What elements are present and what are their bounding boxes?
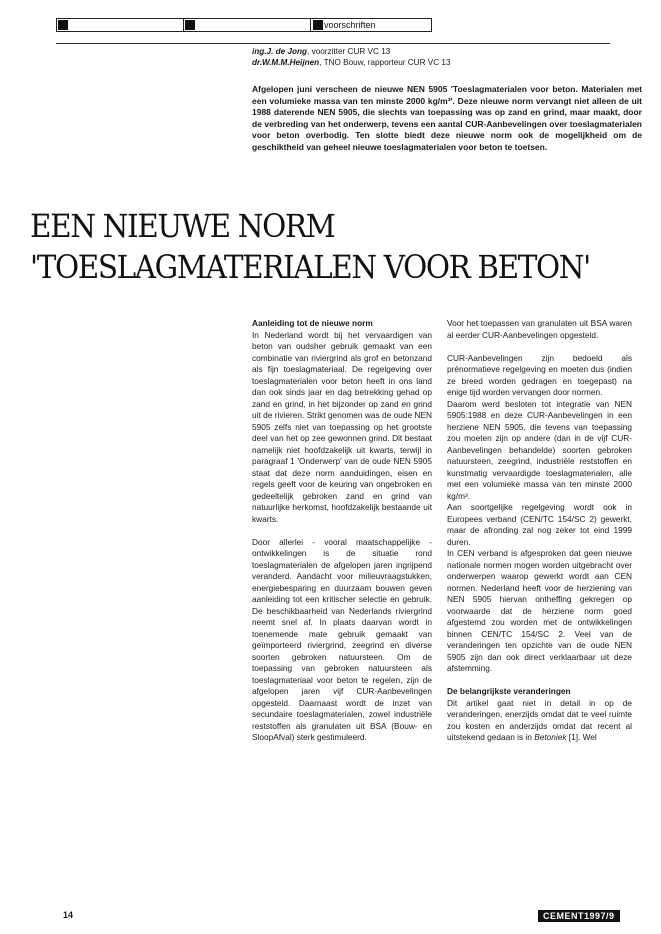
section-label: voorschriften — [324, 20, 376, 30]
left-column — [252, 318, 432, 744]
title-line: EEN NIEUWE NORM — [30, 207, 335, 245]
body-paragraph: In CEN verband is afgesproken dat geen nieuwe nationale normen mogen worden uitgebracht over onderwerpen waarop gewerkt wordt aan CEN normen. Nederland heeft voor de herziening van NEN 5905 hiervan ontheffing gekregen op voorwaarde dat de herziene norm goed afgestemd zou worden met de ontwikkelingen binnen CEN/TC 154/SC 2. Veel van de veranderingen ten opzichte van de oude NEN 5905 zijn dan ook direct verklaarbaar uit deze afstemming. — [447, 548, 632, 673]
magazine-footer: CEMENT1997/9 — [538, 910, 620, 922]
bar-marker — [58, 20, 68, 30]
author-line — [252, 57, 451, 68]
body-paragraph: CUR-Aanbevelingen zijn bedoeld als prénormatieve regelgeving en moeten dus (indien ze breed worden gedragen en toegepast) na enige tijd worden vervangen door normen. — [447, 352, 632, 397]
author-role: , TNO Bouw, rapporteur CUR VC 13 — [319, 58, 451, 67]
section-bar — [56, 18, 432, 32]
intro-paragraph: Afgelopen juni verscheen de nieuwe NEN 5905 'Toeslagmaterialen voor beton. Materialen met een volumieke massa van ten minste 2000 kg/m³'. Deze nieuwe norm vervangt niet alleen de uit 1988 daterende NEN 5905, die slechts van toepassing was op zand en grind, maar maakt, door de verbreding van het onderwerp, tevens een aantal CUR-Aanbevelingen over toeslagmaterialen voor beton overbodig. Ten slotte biedt deze nieuwe norm ook de mogelijkheid om de geschiktheid van geheel nieuwe toeslagmaterialen voor beton te toetsen. — [252, 84, 642, 152]
body-text: Dit artikel gaat niet in detail in op de veranderingen, enerzijds omdat dat te veel ruimte zou kosten en anderzijds omdat dat recent al uitstekend gedaan is in — [447, 697, 632, 742]
article-title — [30, 206, 590, 288]
bar-divider — [183, 19, 184, 31]
body-paragraph: Aan soortgelijke regelgeving wordt ook in Europees verband (CEN/TC 154/SC 2) gewerkt, maar de afronding zal nog zeker tot eind 1999 duren. — [447, 502, 632, 547]
right-column — [447, 318, 632, 744]
body-paragraph: Daarom werd besloten tot integratie van NEN 5905:1988 en deze CUR-Aanbevelingen in een herziene NEN 5905, die tevens van toepassing zou moeten zijn op andere (dan in de vijf CUR-Aanbevelingen behandelde) soorten gebroken natuursteen, zeegrind, industriële reststoffen en kunstmatig vervaardigde toeslagmaterialen, alle met een volumieke massa van ten minste 2000 kg/m³. — [447, 398, 632, 501]
body-text: [1]. Wel — [566, 732, 597, 742]
page-number: 14 — [63, 910, 74, 920]
section-heading: Aanleiding tot de nieuwe norm — [252, 318, 373, 328]
body-paragraph: Door allerlei - vooral maatschappelijke - ontwikkelingen is de situatie rond toeslagmaterialen de afgelopen jaren ingrijpend veranderd. Aandacht voor milieuvraagstukken, energiebesparing en duurzaam bouwen geven aanleiding tot een kritischer selectie en gebruik. De beschikbaarheid van Nederlands riviergrind neemt snel af. In plaats daarvan wordt in toenemende mate gebruik gemaakt van geïmporteerd riviergrind, zeegrind en diverse soorten gebroken natuursteen. Om de toepassing van gebroken natuursteen als toeslagmateriaal voor beton te regelen, zijn de afgelopen jaren vijf CUR-Aanbevelingen opgesteld. Daarnaast wordt de inzet van secundaire toeslagmaterialen, zowel industriële reststoffen als granulaten uit BSA (Bouw- en SloopAfval) sterk gestimuleerd. — [252, 536, 432, 742]
section-heading: De belangrijkste veranderingen — [447, 686, 571, 696]
journal-reference: Betoniek — [534, 732, 567, 742]
author-name: dr.W.M.M.Heijnen — [252, 58, 320, 67]
title-line: 'TOESLAGMATERIALEN VOOR BETON' — [30, 248, 590, 286]
authors — [252, 46, 451, 68]
author-name: ing.J. de Jong — [252, 47, 308, 56]
body-paragraph: In Nederland wordt bij het vervaardigen van beton van oudsher gebruik gemaakt van een combinatie van riviergrind als grof en betonzand als fijn toeslagmateriaal. De regelgeving over toeslagmaterialen voor beton heeft in ons land dan ook sinds jaar en dag betrekking gehad op zand en grind, in het bijzonder op zand en grind uit de rivieren. Strikt genomen was de oude NEN 5905 zelfs niet van toepassing op het grootste deel van het op zee gewonnen grind. Dit bestaat namelijk niet hoofdzakelijk uit kwarts, terwijl in paragraaf 1 'Onderwerp' van de oude NEN 5905 staat dat deze norm aanduidingen, eisen en regels geeft voor de keuring van ongebroken en gedeeltelijk gebroken zand en grind van natuurlijke herkomst, hoofdzakelijk bestaande uit kwarts. — [252, 329, 432, 524]
bar-marker — [313, 20, 323, 30]
header-rule — [56, 43, 610, 44]
author-line — [252, 46, 451, 57]
body-paragraph: Voor het toepassen van granulaten uit BSA waren al eerder CUR-Aanbevelingen opgesteld. — [447, 318, 632, 340]
bar-marker — [185, 20, 195, 30]
author-role: , voorzitter CUR VC 13 — [307, 47, 391, 56]
bar-divider — [310, 19, 311, 31]
body-paragraph — [447, 698, 632, 744]
